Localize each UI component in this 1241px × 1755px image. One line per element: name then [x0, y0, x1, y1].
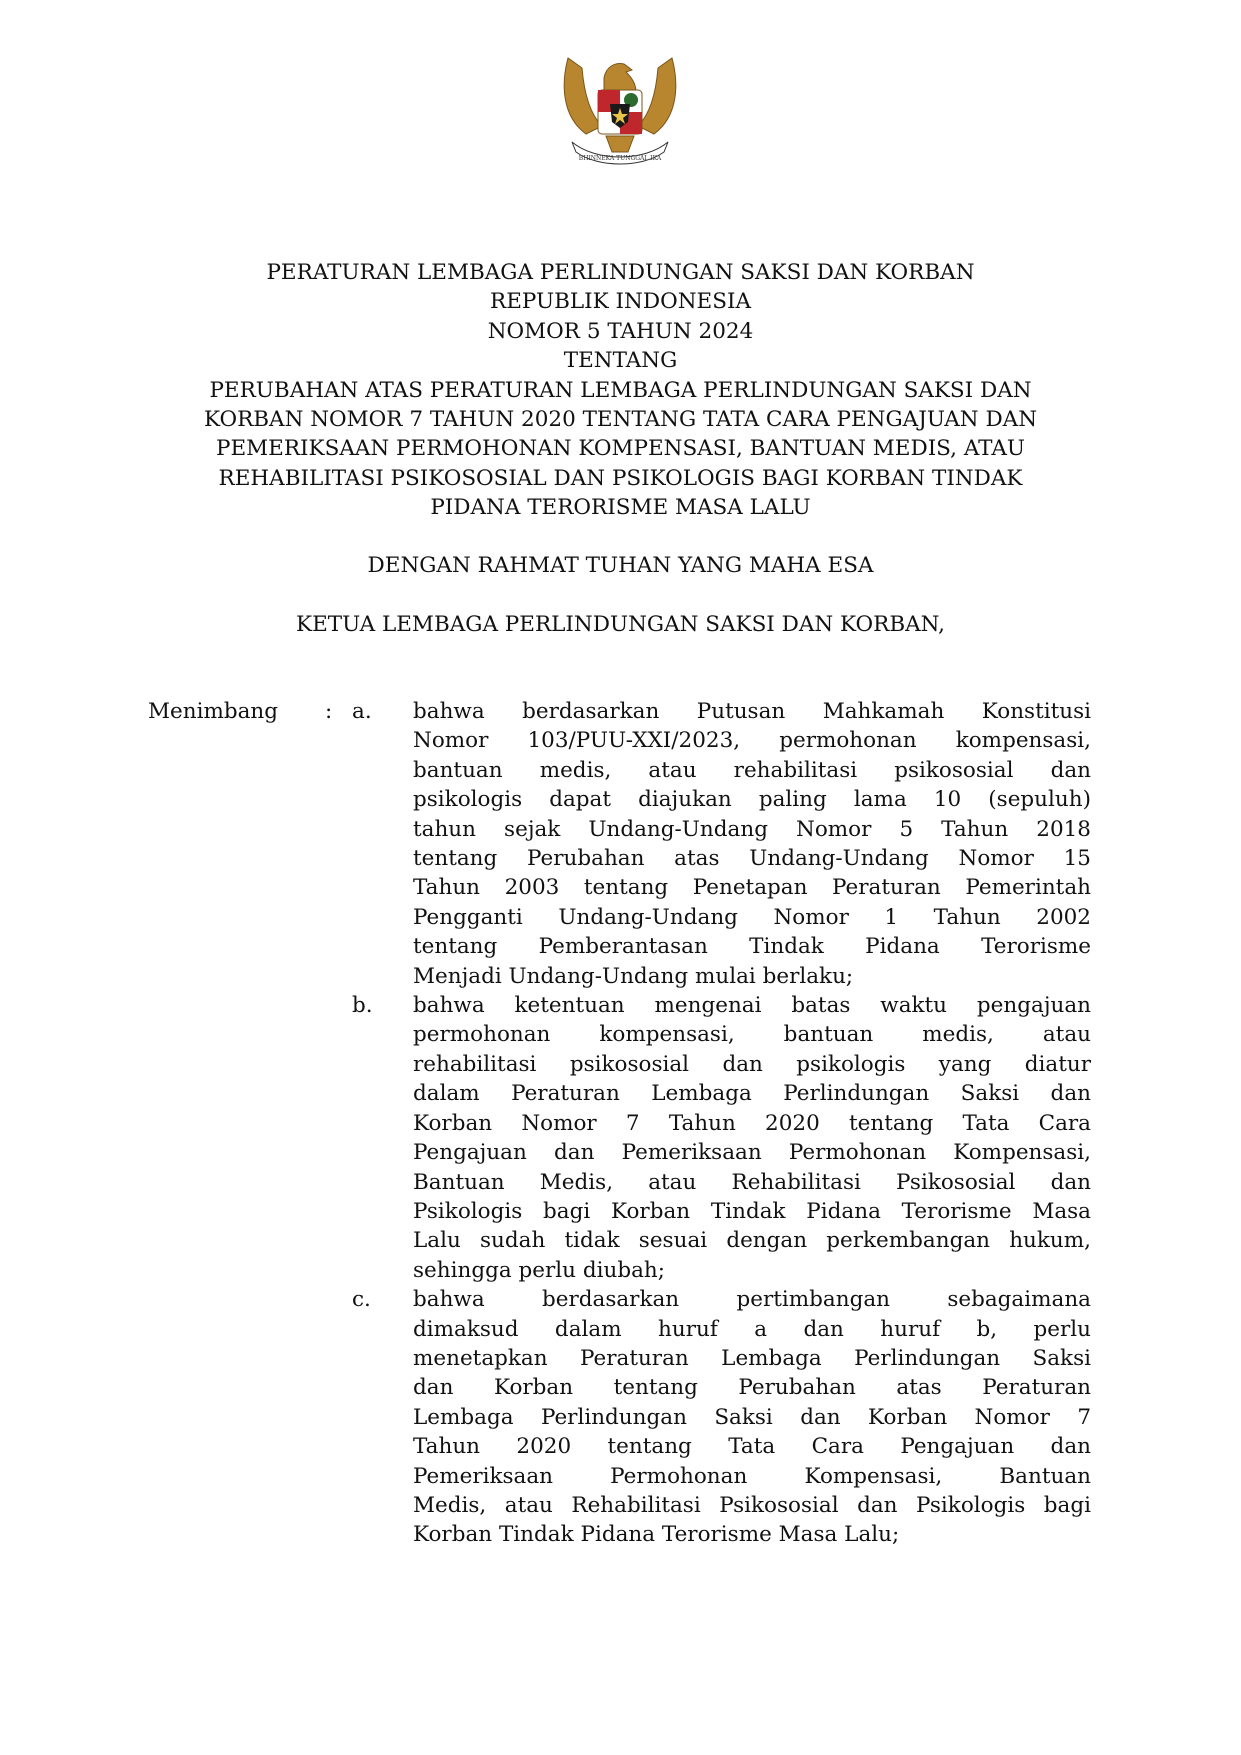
title-line: PERATURAN LEMBAGA PERLINDUNGAN SAKSI DAN KORBAN — [266, 260, 975, 285]
item-text-line: Korban Tindak Pidana Terorisme Masa Lalu; — [413, 1522, 900, 1548]
considering-section — [0, 697, 1241, 1550]
item-text-line: dimaksud dalam huruf a dan huruf b, perlu — [413, 1316, 1091, 1342]
title-line: NOMOR 5 TAHUN 2024 — [487, 318, 754, 344]
issuer: KETUA LEMBAGA PERLINDUNGAN SAKSI DAN KORBAN, — [296, 612, 945, 637]
item-letter: b. — [352, 993, 373, 1019]
item-text-line: sehingga perlu diubah; — [413, 1257, 665, 1283]
item-text-line: tentang Pemberantasan Tindak Pidana Terorisme — [413, 934, 1091, 960]
colon: : — [325, 699, 333, 724]
item-text-line: bahwa berdasarkan Putusan Mahkamah Konstitusi — [413, 699, 1091, 724]
item-text-line: dan Korban tentang Perubahan atas Peraturan — [413, 1375, 1091, 1401]
item-text-line: Medis, atau Rehabilitasi Psikososial dan Psikologis bagi — [413, 1492, 1091, 1518]
item-text-line: Bantuan Medis, atau Rehabilitasi Psikososial dan — [413, 1169, 1091, 1195]
item-text-line: Tahun 2003 tentang Penetapan Peraturan Pemerintah — [413, 875, 1091, 901]
considering-label: Menimbang — [148, 699, 279, 724]
item-text-line: Lalu sudah tidak sesuai dengan perkembangan hukum, — [413, 1228, 1091, 1254]
item-text-line: Psikologis bagi Korban Tindak Pidana Terorisme Masa — [413, 1198, 1091, 1224]
item-text-line: psikologis dapat diajukan paling lama 10 (sepuluh) — [413, 787, 1091, 813]
title-line: PERUBAHAN ATAS PERATURAN LEMBAGA PERLINDUNGAN SAKSI DAN — [209, 377, 1032, 403]
consideration-item — [0, 1285, 1241, 1550]
item-text-line: bahwa ketentuan mengenai batas waktu pengajuan — [413, 993, 1091, 1019]
item-text-line: menetapkan Peraturan Lembaga Perlindungan Saksi — [413, 1345, 1091, 1371]
item-text-line: Nomor 103/PUU-XXI/2023, permohonan kompensasi, — [413, 728, 1091, 754]
item-text-line: Pengganti Undang-Undang Nomor 1 Tahun 2002 — [413, 904, 1091, 930]
item-text-line: Lembaga Perlindungan Saksi dan Korban Nomor 7 — [413, 1404, 1091, 1430]
consideration-item — [0, 697, 1241, 991]
title-line: REPUBLIK INDONESIA — [490, 289, 751, 315]
title-line: PIDANA TERORISME MASA LALU — [430, 495, 811, 521]
invocation: DENGAN RAHMAT TUHAN YANG MAHA ESA — [367, 553, 874, 578]
item-text-line: Pemeriksaan Permohonan Kompensasi, Bantuan — [413, 1463, 1091, 1489]
item-text-line: rehabilitasi psikososial dan psikologis yang diatur — [413, 1051, 1091, 1077]
item-text-line: permohonan kompensasi, bantuan medis, atau — [413, 1022, 1091, 1048]
item-text-line: dalam Peraturan Lembaga Perlindungan Saksi dan — [413, 1081, 1091, 1107]
item-text-line: Menjadi Undang-Undang mulai berlaku; — [413, 963, 854, 989]
item-text-line: tahun sejak Undang-Undang Nomor 5 Tahun 2018 — [413, 816, 1091, 842]
title-line: KORBAN NOMOR 7 TAHUN 2020 TENTANG TATA CARA PENGAJUAN DAN — [203, 407, 1038, 433]
item-text-line: tentang Perubahan atas Undang-Undang Nomor 15 — [413, 846, 1091, 872]
item-letter: a. — [352, 699, 372, 724]
item-text-line: Tahun 2020 tentang Tata Cara Pengajuan dan — [413, 1434, 1091, 1460]
title-line: REHABILITASI PSIKOSOSIAL DAN PSIKOLOGIS BAGI KORBAN TINDAK — [218, 465, 1023, 491]
item-text-line: bahwa berdasarkan pertimbangan sebagaimana — [413, 1287, 1091, 1313]
item-text-line: Pengajuan dan Pemeriksaan Permohonan Kompensasi, — [413, 1140, 1091, 1166]
garuda-pancasila-emblem — [556, 48, 684, 172]
title-line: PEMERIKSAAN PERMOHONAN KOMPENSASI, BANTUAN MEDIS, ATAU — [216, 436, 1025, 462]
regulation-title — [0, 258, 1241, 523]
consideration-item — [0, 991, 1241, 1285]
item-text-line: bantuan medis, atau rehabilitasi psikososial dan — [413, 757, 1091, 783]
emblem-motto: BHINNEKA TUNGGAL IKA — [578, 155, 662, 162]
item-letter: c. — [352, 1287, 371, 1313]
item-text-line: Korban Nomor 7 Tahun 2020 tentang Tata Cara — [413, 1110, 1091, 1136]
title-line: TENTANG — [563, 348, 678, 374]
